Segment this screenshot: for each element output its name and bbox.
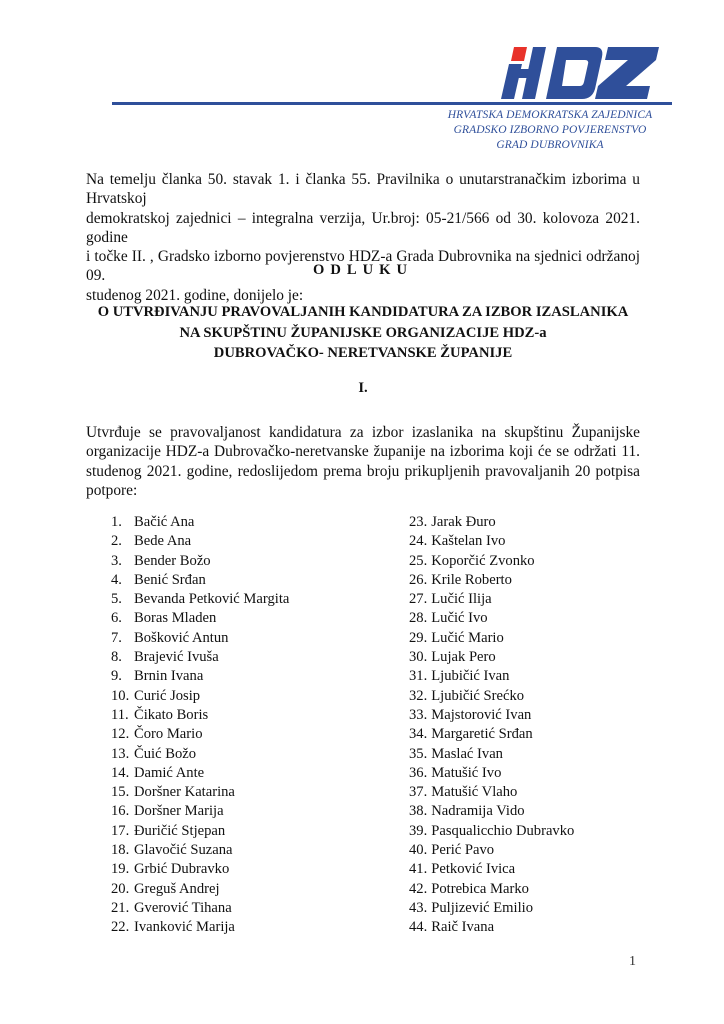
candidate-number: 35. <box>409 745 428 762</box>
candidate-number: 12. <box>111 726 130 743</box>
logo-letter-z <box>595 47 659 99</box>
city-name: GRAD DUBROVNIKA <box>496 139 604 151</box>
candidate-number: 22. <box>111 919 130 936</box>
intro-line: Na temelju članka 50. stavak 1. i članka 55. Pravilnika o unutarstranačkim izborima u Hrvatskoj <box>86 171 640 208</box>
candidate-number: 11. <box>111 706 129 723</box>
candidate-number: 41. <box>409 861 428 878</box>
committee-name: GRADSKO IZBORNO POVJERENSTVO <box>453 124 647 136</box>
candidate-list-item <box>111 899 361 918</box>
candidate-name: Glavočić Suzana <box>134 842 233 859</box>
candidate-name: Lučić Ivo <box>431 610 488 627</box>
candidate-list-item <box>409 841 669 860</box>
body-line: studenog 2021. godine, redoslijedom prema broju prikupljenih pravovaljanih 20 potpisa <box>86 462 640 480</box>
candidate-number: 15. <box>111 784 130 801</box>
logo-letter-d <box>546 47 602 99</box>
candidate-name: Benić Srđan <box>134 571 206 588</box>
logo-letter-h-bar <box>512 69 541 78</box>
candidate-list-item <box>409 648 669 667</box>
candidate-list-item <box>409 609 669 628</box>
candidate-number: 30. <box>409 649 428 666</box>
candidate-name: Raič Ivana <box>431 919 495 936</box>
candidate-number: 42. <box>409 880 428 897</box>
candidate-list-item <box>409 687 669 706</box>
candidate-number: 40. <box>409 842 428 859</box>
candidate-number: 10. <box>111 687 130 704</box>
candidate-name: Brajević Ivuša <box>134 649 219 666</box>
candidate-list-item <box>111 532 361 551</box>
candidate-number: 17. <box>111 822 130 839</box>
candidate-name: Nadramija Vido <box>431 803 525 820</box>
body-line: Utvrđuje se pravovaljanost kandidatura za izbor izaslanika na skupštinu Županijske <box>86 424 640 441</box>
candidate-number: 39. <box>409 822 428 839</box>
hdz-logo <box>500 44 660 102</box>
candidate-name: Čuić Božo <box>134 745 197 762</box>
candidate-list-item <box>409 667 669 686</box>
candidate-number: 3. <box>111 552 122 569</box>
candidate-name: Potrebica Marko <box>431 880 529 897</box>
candidate-name: Ljubičić Ivan <box>431 668 510 685</box>
candidate-list-item <box>409 802 669 821</box>
candidate-list-item <box>111 783 361 802</box>
decision-title: ODLUKU <box>312 262 414 278</box>
intro-paragraph <box>86 170 640 305</box>
page-number: 1 <box>629 954 636 969</box>
candidate-number: 18. <box>111 842 130 859</box>
candidate-list-item <box>409 629 669 648</box>
candidate-number: 1. <box>111 514 122 530</box>
candidate-list-item <box>111 725 361 744</box>
candidate-number: 27. <box>409 591 428 608</box>
candidate-list-item <box>409 725 669 744</box>
candidate-name: Doršner Marija <box>134 803 224 820</box>
candidate-name: Jarak Đuro <box>431 514 496 530</box>
candidate-list-item <box>409 571 669 590</box>
candidate-list-item <box>111 590 361 609</box>
candidate-list-left <box>111 513 361 938</box>
candidate-name: Ljubičić Srećko <box>431 687 525 704</box>
candidate-name: Gverović Tihana <box>134 899 232 916</box>
candidate-name: Bošković Antun <box>134 629 229 646</box>
header-divider <box>112 102 672 105</box>
candidate-name: Ivanković Marija <box>134 919 235 936</box>
candidate-name: Puljizević Emilio <box>431 899 533 916</box>
candidate-number: 4. <box>111 571 122 588</box>
candidate-list-item <box>409 513 669 532</box>
candidate-list-item <box>409 918 669 937</box>
candidate-name: Damić Ante <box>134 764 205 781</box>
candidate-number: 43. <box>409 899 428 916</box>
candidate-number: 29. <box>409 629 428 646</box>
candidate-name: Krile Roberto <box>431 571 512 588</box>
candidate-number: 8. <box>111 649 122 666</box>
candidate-list-item <box>111 552 361 571</box>
candidate-number: 9. <box>111 668 122 685</box>
candidate-number: 31. <box>409 668 428 685</box>
candidate-list-item <box>111 860 361 879</box>
candidate-number: 5. <box>111 591 122 608</box>
candidate-number: 33. <box>409 706 428 723</box>
candidate-number: 24. <box>409 533 428 550</box>
body-paragraph <box>86 423 640 500</box>
intro-line: demokratskoj zajednici – integralna verzija, Ur.broj: 05-21/566 od 30. kolovoza 2021. godine <box>86 209 640 246</box>
organization-name: HRVATSKA DEMOKRATSKA ZAJEDNICA <box>447 109 653 121</box>
candidate-number: 37. <box>409 784 428 801</box>
candidate-name: Boras Mladen <box>134 610 217 627</box>
candidate-number: 13. <box>111 745 130 762</box>
candidate-list-item <box>111 822 361 841</box>
candidate-name: Doršner Katarina <box>134 784 235 801</box>
candidate-list-item <box>409 822 669 841</box>
candidate-list-item <box>409 860 669 879</box>
candidate-number: 44. <box>409 919 428 936</box>
candidate-name: Matušić Vlaho <box>431 784 518 801</box>
candidate-number: 16. <box>111 803 130 820</box>
body-line: organizacije HDZ-a Dubrovačko-neretvanske županije na izborima koji će se održati 11. <box>86 443 640 461</box>
candidate-number: 23. <box>409 514 428 530</box>
candidate-list-item <box>111 609 361 628</box>
candidate-name: Lučić Mario <box>431 629 504 646</box>
candidate-list-item <box>409 764 669 783</box>
candidate-name: Brnin Ivana <box>134 668 204 685</box>
candidate-list-item <box>111 764 361 783</box>
candidate-list-item <box>111 571 361 590</box>
candidate-name: Matušić Ivo <box>431 764 502 781</box>
candidate-name: Bačić Ana <box>134 514 195 530</box>
candidate-number: 6. <box>111 610 122 627</box>
candidate-name: Kaštelan Ivo <box>431 533 506 550</box>
candidate-number: 25. <box>409 552 428 569</box>
candidate-number: 14. <box>111 764 130 781</box>
organization-header <box>400 108 700 153</box>
candidate-list-item <box>111 880 361 899</box>
candidate-list-item <box>111 918 361 937</box>
candidate-list-right <box>409 513 669 938</box>
candidate-number: 34. <box>409 726 428 743</box>
candidate-name: Bevanda Petković Margita <box>134 591 290 608</box>
candidate-list-item <box>409 899 669 918</box>
candidate-name: Greguš Andrej <box>134 880 220 897</box>
body-line: potpore: <box>86 481 138 499</box>
candidate-list-item <box>409 706 669 725</box>
candidate-list-item <box>409 532 669 551</box>
candidate-number: 26. <box>409 571 428 588</box>
candidate-number: 19. <box>111 861 130 878</box>
candidate-name: Grbić Dubravko <box>134 861 230 878</box>
candidate-number: 21. <box>111 899 130 916</box>
candidate-list-item <box>111 687 361 706</box>
candidate-name: Margaretić Srđan <box>431 726 533 743</box>
candidate-name: Perić Pavo <box>431 842 495 859</box>
candidate-list-item <box>111 745 361 764</box>
candidate-name: Majstorović Ivan <box>431 706 532 723</box>
candidate-number: 20. <box>111 880 130 897</box>
candidate-list-item <box>111 629 361 648</box>
candidate-name: Lučić Ilija <box>431 591 492 608</box>
candidate-list-item <box>111 706 361 725</box>
candidate-name: Pasqualicchio Dubravko <box>431 822 575 839</box>
decision-subtitle-line: NA SKUPŠTINU ŽUPANIJSKE ORGANIZACIJE HDZ-a <box>179 324 547 341</box>
candidate-name: Čikato Boris <box>134 706 209 723</box>
candidate-name: Lujak Pero <box>431 649 496 666</box>
intro-line: studenog 2021. godine, donijelo je: <box>86 286 304 304</box>
candidate-name: Đuričić Stjepan <box>134 822 226 839</box>
candidate-list-item <box>111 841 361 860</box>
candidate-list-item <box>111 802 361 821</box>
candidate-name: Čoro Mario <box>134 726 203 743</box>
section-number: I. <box>358 380 368 396</box>
candidate-name: Curić Josip <box>134 687 201 704</box>
logo-red-accent <box>511 47 527 61</box>
candidate-number: 38. <box>409 803 428 820</box>
candidate-list-item <box>409 745 669 764</box>
candidate-name: Bender Božo <box>134 552 211 569</box>
candidate-list-item <box>111 667 361 686</box>
candidate-name: Petković Ivica <box>431 861 516 878</box>
decision-subtitle-line: O UTVRĐIVANJU PRAVOVALJANIH KANDIDATURA ZA IZBOR IZASLANIKA <box>97 304 629 320</box>
candidate-list-item <box>409 880 669 899</box>
decision-subtitle-line: DUBROVAČKO- NERETVANSKE ŽUPANIJE <box>213 345 513 361</box>
candidate-number: 7. <box>111 629 122 646</box>
decision-subtitle <box>86 302 640 364</box>
candidate-list-item <box>111 648 361 667</box>
candidate-number: 36. <box>409 764 428 781</box>
candidate-list-item <box>409 552 669 571</box>
candidate-number: 32. <box>409 687 428 704</box>
intro-line: i točke II. , Gradsko izborno povjerenstvo HDZ-a Grada Dubrovnika na sjednici održanoj 09. <box>86 248 640 285</box>
candidate-number: 2. <box>111 533 122 550</box>
candidate-number: 28. <box>409 610 428 627</box>
candidate-list-item <box>111 513 361 532</box>
candidate-list-item <box>409 590 669 609</box>
candidate-list-item <box>409 783 669 802</box>
candidate-name: Koporčić Zvonko <box>431 552 535 569</box>
candidate-name: Maslać Ivan <box>431 745 503 762</box>
candidate-name: Bede Ana <box>134 533 192 550</box>
